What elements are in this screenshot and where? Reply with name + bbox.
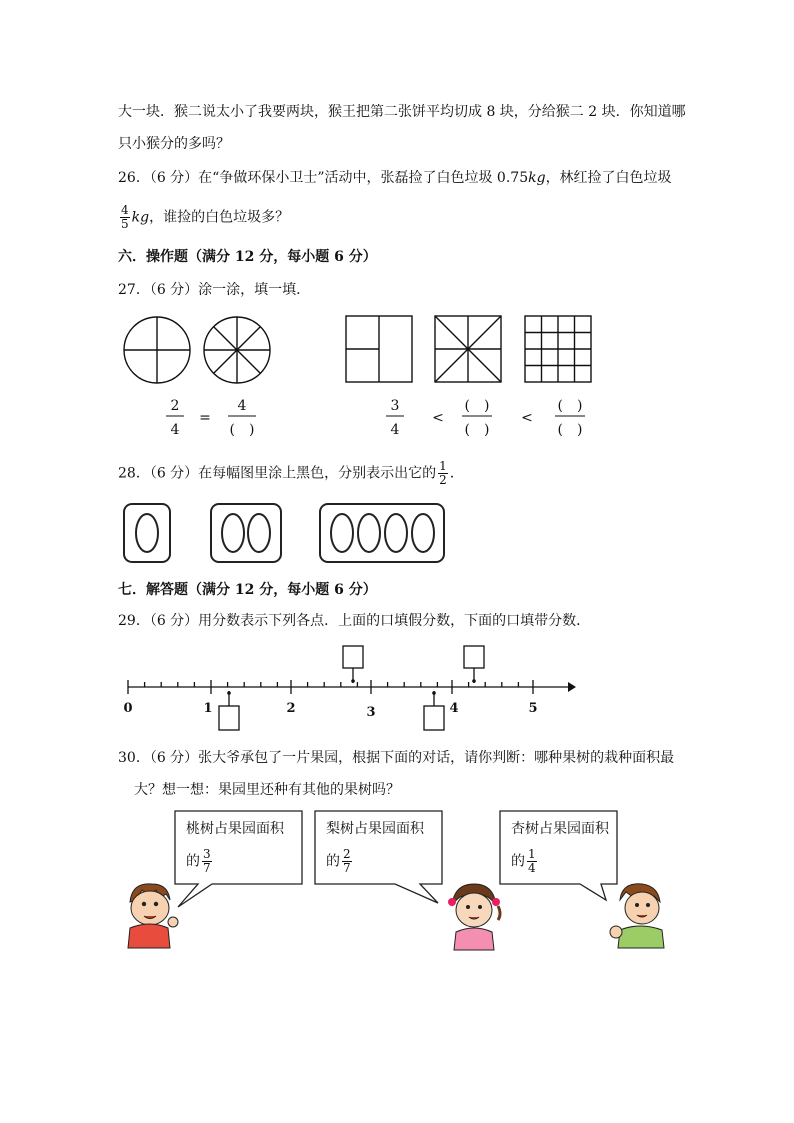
bubble-pear-frac: 的 $\frac{2}{7}$ [326, 847, 351, 875]
q27-lt2: < [521, 410, 533, 426]
q27-f3-den: 4 [390, 422, 400, 438]
oval [136, 514, 158, 552]
oval [222, 514, 244, 552]
bubble-fraction: $\frac{2}{7}$ [343, 847, 351, 875]
circle-quarters [124, 317, 190, 383]
question-28 [118, 460, 464, 487]
bubble-peach-frac: 的 $\frac{3}{7}$ [186, 847, 211, 875]
number-line-label: 2 [286, 701, 296, 716]
oval [331, 514, 353, 552]
bubble-apricot-frac: 的 $\frac{1}{4}$ [511, 847, 536, 875]
answer-box-bottom[interactable] [219, 706, 239, 730]
number-line-label: 3 [366, 705, 376, 720]
q27-f2-num: 4 [237, 398, 247, 414]
oval [358, 514, 380, 552]
bubble-peach-text: 桃树占果园面积 [186, 821, 284, 837]
q27-f1-num: 2 [170, 398, 180, 414]
number-line [0, 640, 794, 740]
q28-fraction: $\frac{1}{2}$ [439, 459, 447, 487]
question-26-cont [118, 204, 289, 231]
q27-f4-num: ( ) [464, 398, 490, 414]
answer-box-top[interactable] [343, 646, 363, 668]
problem-text-line: 大一块．猴二说太小了我要两块，猴王把第二张饼平均切成 8 块，分给猴二 2 块．你知道哪 [118, 104, 686, 120]
q27-f2-den: ( ) [229, 422, 255, 438]
section-6-heading: 六．操作题（满分 12 分，每小题 6 分） [118, 249, 377, 265]
q26-text-b: ，林红捡了白色垃圾 [545, 170, 672, 186]
question-29: 29．（6 分）用分数表示下列各点．上面的口填假分数，下面的口填带分数． [118, 613, 591, 629]
section-7-heading: 七．解答题（满分 12 分，每小题 6 分） [118, 582, 377, 598]
problem-text-line: 只小猴分的多吗？ [118, 136, 230, 152]
q27-f5-num: ( ) [557, 398, 583, 414]
q28-figures [0, 498, 794, 568]
oval [385, 514, 407, 552]
bubble-fraction: $\frac{1}{4}$ [528, 847, 536, 875]
oval [248, 514, 270, 552]
question-30: 30．（6 分）张大爷承包了一片果园，根据下面的对话，请你判断：哪种果树的栽种面积最 [118, 750, 675, 766]
answer-box-top[interactable] [464, 646, 484, 668]
q26-fraction: $\frac{4}{5}$ [121, 203, 129, 231]
boy-right-illustration [606, 878, 670, 948]
number-line-label: 0 [123, 701, 133, 716]
number-line-label: 5 [528, 701, 538, 716]
q26-unit-2: kg [131, 209, 150, 226]
number-line-label: 1 [203, 701, 213, 716]
square-quarters [346, 316, 412, 382]
q27-eq: = [199, 410, 211, 426]
q26-text-c: ，谁捡的白色垃圾多？ [149, 209, 290, 226]
q27-f5-den: ( ) [557, 422, 583, 438]
q28-text-b: ． [449, 465, 464, 482]
q27-f3-num: 3 [390, 398, 400, 414]
q26-text-a: 26．（6 分）在“争做环保小卫士”活动中，张磊捡了白色垃圾 0.75 [118, 170, 529, 186]
q27-lt1: < [432, 410, 444, 426]
square-grid [525, 316, 591, 382]
question-26 [118, 168, 672, 188]
q27-f1-den: 4 [170, 422, 180, 438]
number-line-label: 4 [449, 701, 459, 716]
q28-text-a: 28．（6 分）在每幅图里涂上黑色，分别表示出它的 [118, 465, 437, 482]
boy-left-illustration [118, 878, 188, 948]
oval [412, 514, 434, 552]
question-27: 27．（6 分）涂一涂，填一填． [118, 282, 311, 298]
bubble-pear-text: 梨树占果园面积 [326, 821, 424, 837]
frame-four-ovals [320, 504, 444, 562]
question-30-cont: 大？想一想：果园里还种有其他的果树吗？ [134, 782, 400, 798]
circle-eighths [204, 317, 270, 383]
bubble-apricot-text: 杏树占果园面积 [511, 821, 609, 837]
q27-figures [0, 310, 794, 450]
q27-f4-den: ( ) [464, 422, 490, 438]
girl-middle-illustration [444, 880, 504, 950]
bubble-fraction: $\frac{3}{7}$ [203, 847, 211, 875]
answer-box-bottom[interactable] [424, 706, 444, 730]
q26-unit: kg [528, 170, 546, 186]
square-eighths [435, 316, 501, 382]
frame-one-oval [124, 504, 170, 562]
